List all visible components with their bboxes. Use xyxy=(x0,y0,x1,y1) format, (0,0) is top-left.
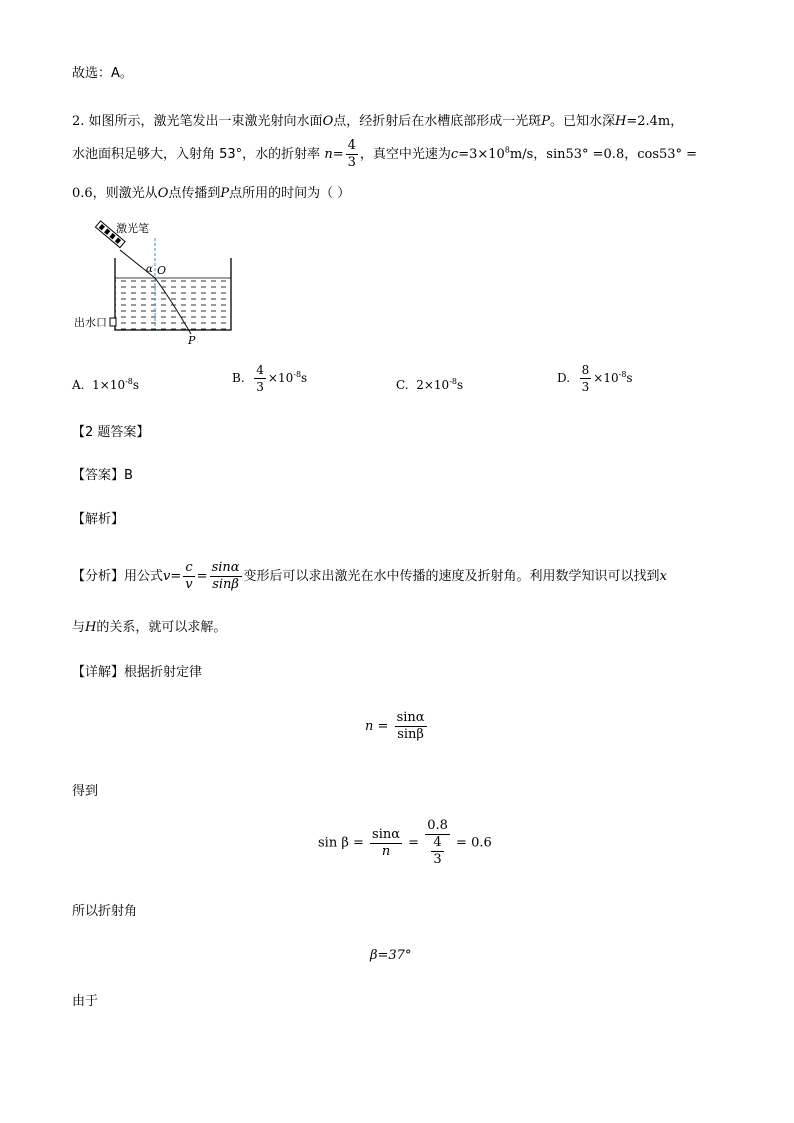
analysis-text: 的关系，就可以求解。 xyxy=(96,620,227,635)
equation-snell xyxy=(365,710,429,743)
q-text: =2.4m， xyxy=(626,114,684,129)
choice-unit: s xyxy=(626,371,633,385)
fraction-numerator: 4 xyxy=(433,835,442,850)
fraction-sin-ratio xyxy=(210,560,242,593)
outlet-box xyxy=(110,318,116,326)
q-text: ，真空中光速为 xyxy=(359,147,451,162)
o-point-label: O xyxy=(157,264,167,277)
eq-fraction xyxy=(395,710,427,743)
answer-line: 【答案】B xyxy=(72,468,133,483)
eq-lhs: n xyxy=(365,719,374,734)
eq-sign: = xyxy=(377,719,389,734)
got-text: 得到 xyxy=(72,784,99,799)
analysis-tag: 【分析】 xyxy=(72,569,125,584)
fraction-c-over-v xyxy=(183,560,194,593)
laser-tank-figure xyxy=(70,218,240,348)
eq-sign: = xyxy=(196,569,208,584)
q-text: 0.6，则激光从 xyxy=(72,186,158,201)
fraction-numerator: 0.8 xyxy=(427,818,448,833)
choice-exp: -8 xyxy=(449,377,457,386)
fraction-numerator: sinα xyxy=(211,560,240,575)
fraction-denominator: sinβ xyxy=(397,727,424,742)
equation-beta: β=37° xyxy=(370,948,412,963)
question-line-1 xyxy=(72,112,683,132)
q-var-n: n xyxy=(324,147,333,162)
q-var-o: O xyxy=(157,186,169,201)
choice-fraction xyxy=(254,362,266,395)
choice-unit: s xyxy=(301,371,308,385)
q-var-h: H xyxy=(615,114,627,129)
eq-sign: = xyxy=(170,569,182,584)
fraction-denominator xyxy=(425,835,450,868)
var-v: v xyxy=(163,569,171,584)
q-text: m/s，sin53° =0.8，cos53° = xyxy=(509,147,698,162)
detail-line xyxy=(72,663,202,683)
fraction-denominator: 3 xyxy=(433,852,442,867)
eq-lhs: sin β xyxy=(318,835,349,851)
analysis-line-1 xyxy=(72,560,667,593)
since-text: 由于 xyxy=(72,994,99,1009)
fraction-denominator: 3 xyxy=(347,155,356,170)
eq-fraction xyxy=(370,827,402,860)
var-h: H xyxy=(85,620,97,635)
fraction-numerator: c xyxy=(183,560,194,577)
choice-unit: s xyxy=(132,378,140,392)
analysis-text: 与 xyxy=(72,620,86,635)
choice-c xyxy=(396,372,463,395)
fraction-denominator: sinβ xyxy=(212,577,239,592)
choice-value: ×10 xyxy=(267,371,294,385)
q-text: =3×10 xyxy=(458,147,505,162)
q-text: 如图所示，激光笔发出一束激光射向水面 xyxy=(88,114,323,129)
q-text: 点所用的时间为（ ） xyxy=(229,186,351,201)
q-eq: = xyxy=(332,147,344,162)
q-var-o: O xyxy=(322,114,334,129)
laser-pen-label: 激光笔 xyxy=(116,222,149,235)
choice-exp: -8 xyxy=(293,370,302,379)
answer-header: 【2 题答案】 xyxy=(72,425,150,440)
choice-letter: C. xyxy=(396,378,409,392)
question-line-3 xyxy=(72,184,350,204)
outlet-label: 出水口 xyxy=(74,316,107,329)
var-x: x xyxy=(659,569,667,584)
choice-value: ×10 xyxy=(593,371,619,385)
question-number: 2. xyxy=(72,114,85,129)
analysis-line-2 xyxy=(72,618,226,638)
eq-sign: = xyxy=(353,835,364,851)
fraction-denominator: 3 xyxy=(581,380,590,394)
fraction-numerator: sinα xyxy=(396,710,425,725)
fraction-numerator: 8 xyxy=(581,363,590,377)
q-text: 点，经折射后在水槽底部形成一光斑 xyxy=(333,114,542,129)
eq-result: = 0.6 xyxy=(456,835,492,851)
p-point-label: P xyxy=(188,334,196,347)
analysis-text: 变形后可以求出激光在水中传播的速度及折射角。利用数学知识可以找到 xyxy=(243,569,660,584)
question-line-2 xyxy=(72,138,697,171)
analysis-text: 用公式 xyxy=(124,569,164,584)
inner-fraction xyxy=(431,835,443,868)
choice-d xyxy=(557,362,633,395)
equation-sin-beta xyxy=(318,818,492,868)
detail-tag: 【详解】 xyxy=(72,665,125,680)
fraction-denominator: n xyxy=(381,843,391,859)
fraction-numerator: 4 xyxy=(256,363,264,377)
fraction-numerator: 4 xyxy=(347,138,356,153)
analysis-header: 【解析】 xyxy=(72,512,125,527)
choice-b xyxy=(232,362,307,395)
choice-fraction xyxy=(580,362,592,395)
refraction-index-fraction xyxy=(346,138,358,171)
choice-letter: D. xyxy=(557,371,571,385)
fraction-denominator: v xyxy=(185,577,193,592)
eq-sign: = xyxy=(408,835,420,851)
choice-letter: A. xyxy=(72,378,85,392)
choice-unit: s xyxy=(456,378,464,392)
choice-letter: B. xyxy=(232,371,245,385)
q-var-p: P xyxy=(220,186,230,201)
q-text: 水池面积足够大，入射角 53°，水的折射率 xyxy=(72,147,321,162)
q-text: 点传播到 xyxy=(168,186,221,201)
q-var-p: P xyxy=(541,114,550,129)
choice-a xyxy=(72,372,139,395)
alpha-label: α xyxy=(146,264,153,275)
q-var-c: c xyxy=(450,147,459,162)
choice-value: 1×10 xyxy=(92,378,126,392)
detail-text: 根据折射定律 xyxy=(124,665,203,680)
so-text: 所以折射角 xyxy=(72,904,138,919)
choice-value: 2×10 xyxy=(416,378,450,392)
choice-exp: -8 xyxy=(125,377,133,386)
choice-exp: -8 xyxy=(618,370,627,379)
eq-compound-fraction xyxy=(425,818,450,868)
fraction-denominator: 3 xyxy=(256,380,264,394)
fraction-numerator: sinα xyxy=(372,826,401,842)
prev-answer: 故选：A。 xyxy=(72,66,133,81)
q-exp: 8 xyxy=(504,145,510,155)
q-text: 。已知水深 xyxy=(550,114,616,129)
